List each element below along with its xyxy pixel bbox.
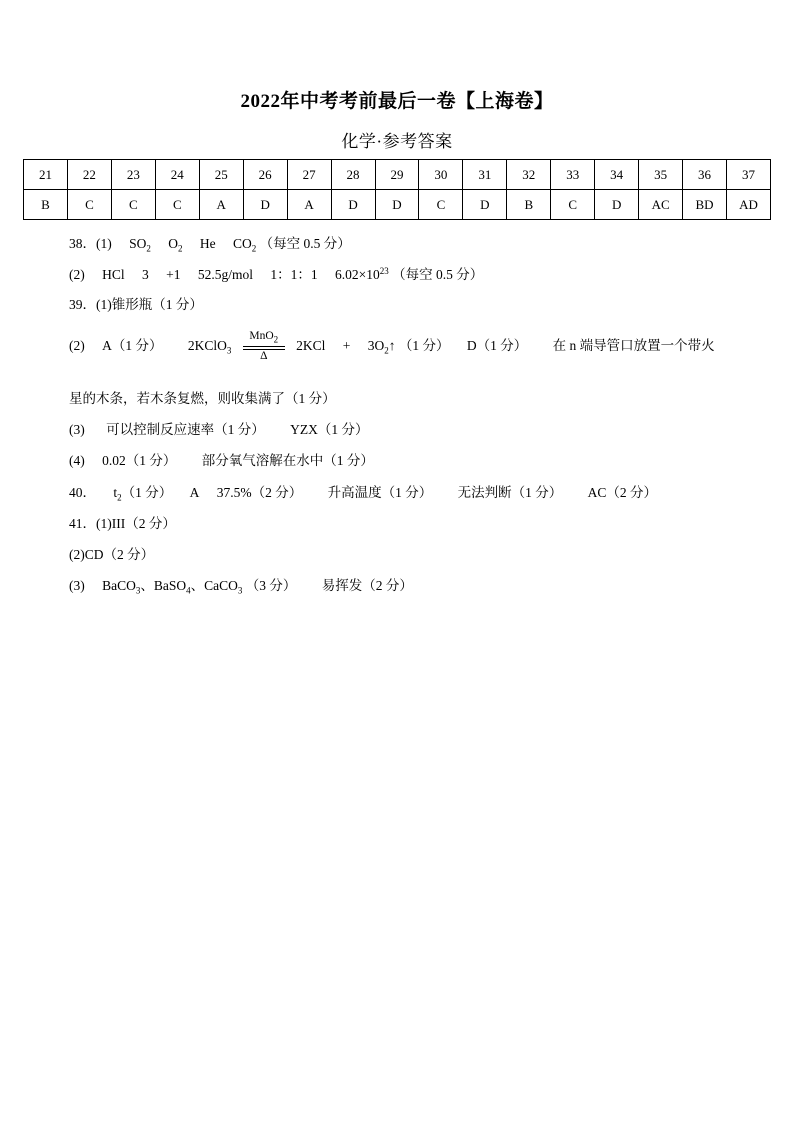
q38-answer-molar-mass: 52.5g/mol bbox=[197, 267, 254, 282]
q38-number: 38．(1) bbox=[69, 236, 112, 251]
q40-answer-undetermined: 无法判断（1 分） bbox=[457, 485, 563, 500]
q38-answer-avogadro: $6.02\times 10^{23}$ bbox=[335, 265, 389, 282]
answer-cell: C bbox=[111, 190, 155, 220]
answer-cell: C bbox=[551, 190, 595, 220]
reactant-kclo3: 2KClO$_3$ bbox=[187, 338, 232, 356]
question-number-cell: 28 bbox=[331, 160, 375, 190]
q39-part4-number: (4) bbox=[69, 453, 85, 468]
q38-answer-co2: $CO_2$ bbox=[233, 236, 257, 254]
answer-cell: B bbox=[507, 190, 551, 220]
heat-symbol: Δ bbox=[260, 350, 268, 362]
question-number-cell: 27 bbox=[287, 160, 331, 190]
question-number-cell: 21 bbox=[24, 160, 68, 190]
question-number-cell: 37 bbox=[727, 160, 771, 190]
question-number-cell: 29 bbox=[375, 160, 419, 190]
catalyst-mno2: MnO$_2$ bbox=[249, 330, 279, 345]
q39-method-text: 在 n 端导管口放置一个带火 bbox=[552, 338, 715, 354]
q38-line1 bbox=[69, 232, 351, 254]
q38-answer-so2: $SO_2$ bbox=[129, 236, 151, 254]
q41-answer-volatile: 易挥发（2 分） bbox=[321, 578, 413, 593]
question-number-cell: 34 bbox=[595, 160, 639, 190]
question-number-cell: 26 bbox=[243, 160, 287, 190]
answer-cell: D bbox=[243, 190, 287, 220]
q38-part2-score-note: （每空 0.5 分） bbox=[392, 267, 484, 282]
question-number-cell: 24 bbox=[155, 160, 199, 190]
q39-part4-answer-a: 0.02（1 分） bbox=[102, 453, 177, 468]
q38-answer-hcl: HCl bbox=[102, 267, 125, 282]
reaction-condition bbox=[241, 332, 287, 362]
answer-cell: D bbox=[463, 190, 507, 220]
answer-cell: A bbox=[199, 190, 243, 220]
q39-answer-d: D（1 分） bbox=[466, 338, 528, 354]
answer-cell: AD bbox=[727, 190, 771, 220]
q39-line1: 39．(1)锥形瓶（1 分） bbox=[69, 297, 203, 312]
question-number-cell: 23 bbox=[111, 160, 155, 190]
question-number-cell: 31 bbox=[463, 160, 507, 190]
q40-answer-percent: 37.5%（2 分） bbox=[216, 485, 303, 500]
q39-answer-a: A（1 分） bbox=[102, 338, 163, 354]
answer-cell: BD bbox=[683, 190, 727, 220]
product-o2: $3O_2$ bbox=[367, 338, 389, 356]
q41-line2: (2)CD（2 分） bbox=[69, 547, 155, 562]
q40-line bbox=[69, 481, 657, 503]
page-subtitle: 化学·参考答案 bbox=[341, 132, 453, 151]
product-kcl: 2KCl bbox=[296, 338, 326, 354]
q40-answer-t2: $t_2(1$ 分） bbox=[113, 485, 173, 503]
q38-score-note: （每空 0.5 分） bbox=[259, 236, 351, 251]
page-title: 2022年中考考前最后一卷【上海卷】 bbox=[240, 91, 554, 112]
question-number-cell: 30 bbox=[419, 160, 463, 190]
gas-arrow-icon: ↑ bbox=[388, 338, 396, 354]
answer-cell: C bbox=[419, 190, 463, 220]
q39-part3-answer-b: YZX（1 分） bbox=[290, 422, 369, 437]
answer-cell: C bbox=[67, 190, 111, 220]
answer-cell: B bbox=[24, 190, 68, 220]
q39-part4-answer-b: 部分氧气溶解在水中（1 分） bbox=[201, 453, 374, 468]
q41-part3-score: （3 分） bbox=[245, 578, 297, 593]
q38-line2 bbox=[69, 263, 483, 283]
plus-sign: + bbox=[342, 338, 351, 354]
q38-answer-he: He bbox=[199, 236, 216, 251]
q39-equation-score: （1 分） bbox=[398, 338, 450, 354]
q41-line3 bbox=[69, 574, 413, 596]
q39-part2-number: (2) bbox=[69, 338, 85, 354]
q39-part3-answer-a: 可以控制反应速率（1 分） bbox=[106, 422, 265, 437]
q41-line1: 41．(1)III（2 分） bbox=[69, 516, 176, 531]
question-number-cell: 35 bbox=[639, 160, 683, 190]
q39-line4 bbox=[69, 449, 374, 469]
q39-line3 bbox=[69, 418, 369, 438]
q40-answer-ac: AC（2 分） bbox=[587, 485, 658, 500]
q38-answer-plus1: +1 bbox=[166, 267, 181, 282]
answer-cell: C bbox=[155, 190, 199, 220]
q38-answer-o2: $O_2$ bbox=[168, 236, 183, 254]
q41-answer-compounds: BaCO$_3$、BaSO$_4$、CaCO$_3$ bbox=[102, 578, 243, 596]
q38-part2-number: (2) bbox=[69, 267, 85, 282]
question-number-cell: 33 bbox=[551, 160, 595, 190]
question-number-cell: 32 bbox=[507, 160, 551, 190]
q40-number: 40． bbox=[69, 485, 96, 500]
q39-line2 bbox=[69, 332, 715, 362]
question-number-row bbox=[24, 160, 771, 190]
q39-part3-number: (3) bbox=[69, 422, 85, 437]
answer-row bbox=[24, 190, 771, 220]
q38-answer-3: 3 bbox=[142, 267, 149, 282]
q40-answer-temperature: 升高温度（1 分） bbox=[327, 485, 433, 500]
answer-cell: D bbox=[595, 190, 639, 220]
q41-part3-number: (3) bbox=[69, 578, 85, 593]
equals-bar-top bbox=[243, 346, 285, 347]
answer-cell: AC bbox=[639, 190, 683, 220]
answer-table bbox=[23, 159, 771, 220]
q38-answer-ratio: 1：1：1 bbox=[270, 267, 318, 282]
q39-method-text-continued: 星的木条，若木条复燃，则收集满了（1 分） bbox=[69, 391, 336, 406]
question-number-cell: 25 bbox=[199, 160, 243, 190]
answer-cell: D bbox=[375, 190, 419, 220]
answer-cell: A bbox=[287, 190, 331, 220]
q40-answer-a: A bbox=[189, 485, 200, 500]
question-number-cell: 36 bbox=[683, 160, 727, 190]
question-number-cell: 22 bbox=[67, 160, 111, 190]
answer-cell: D bbox=[331, 190, 375, 220]
